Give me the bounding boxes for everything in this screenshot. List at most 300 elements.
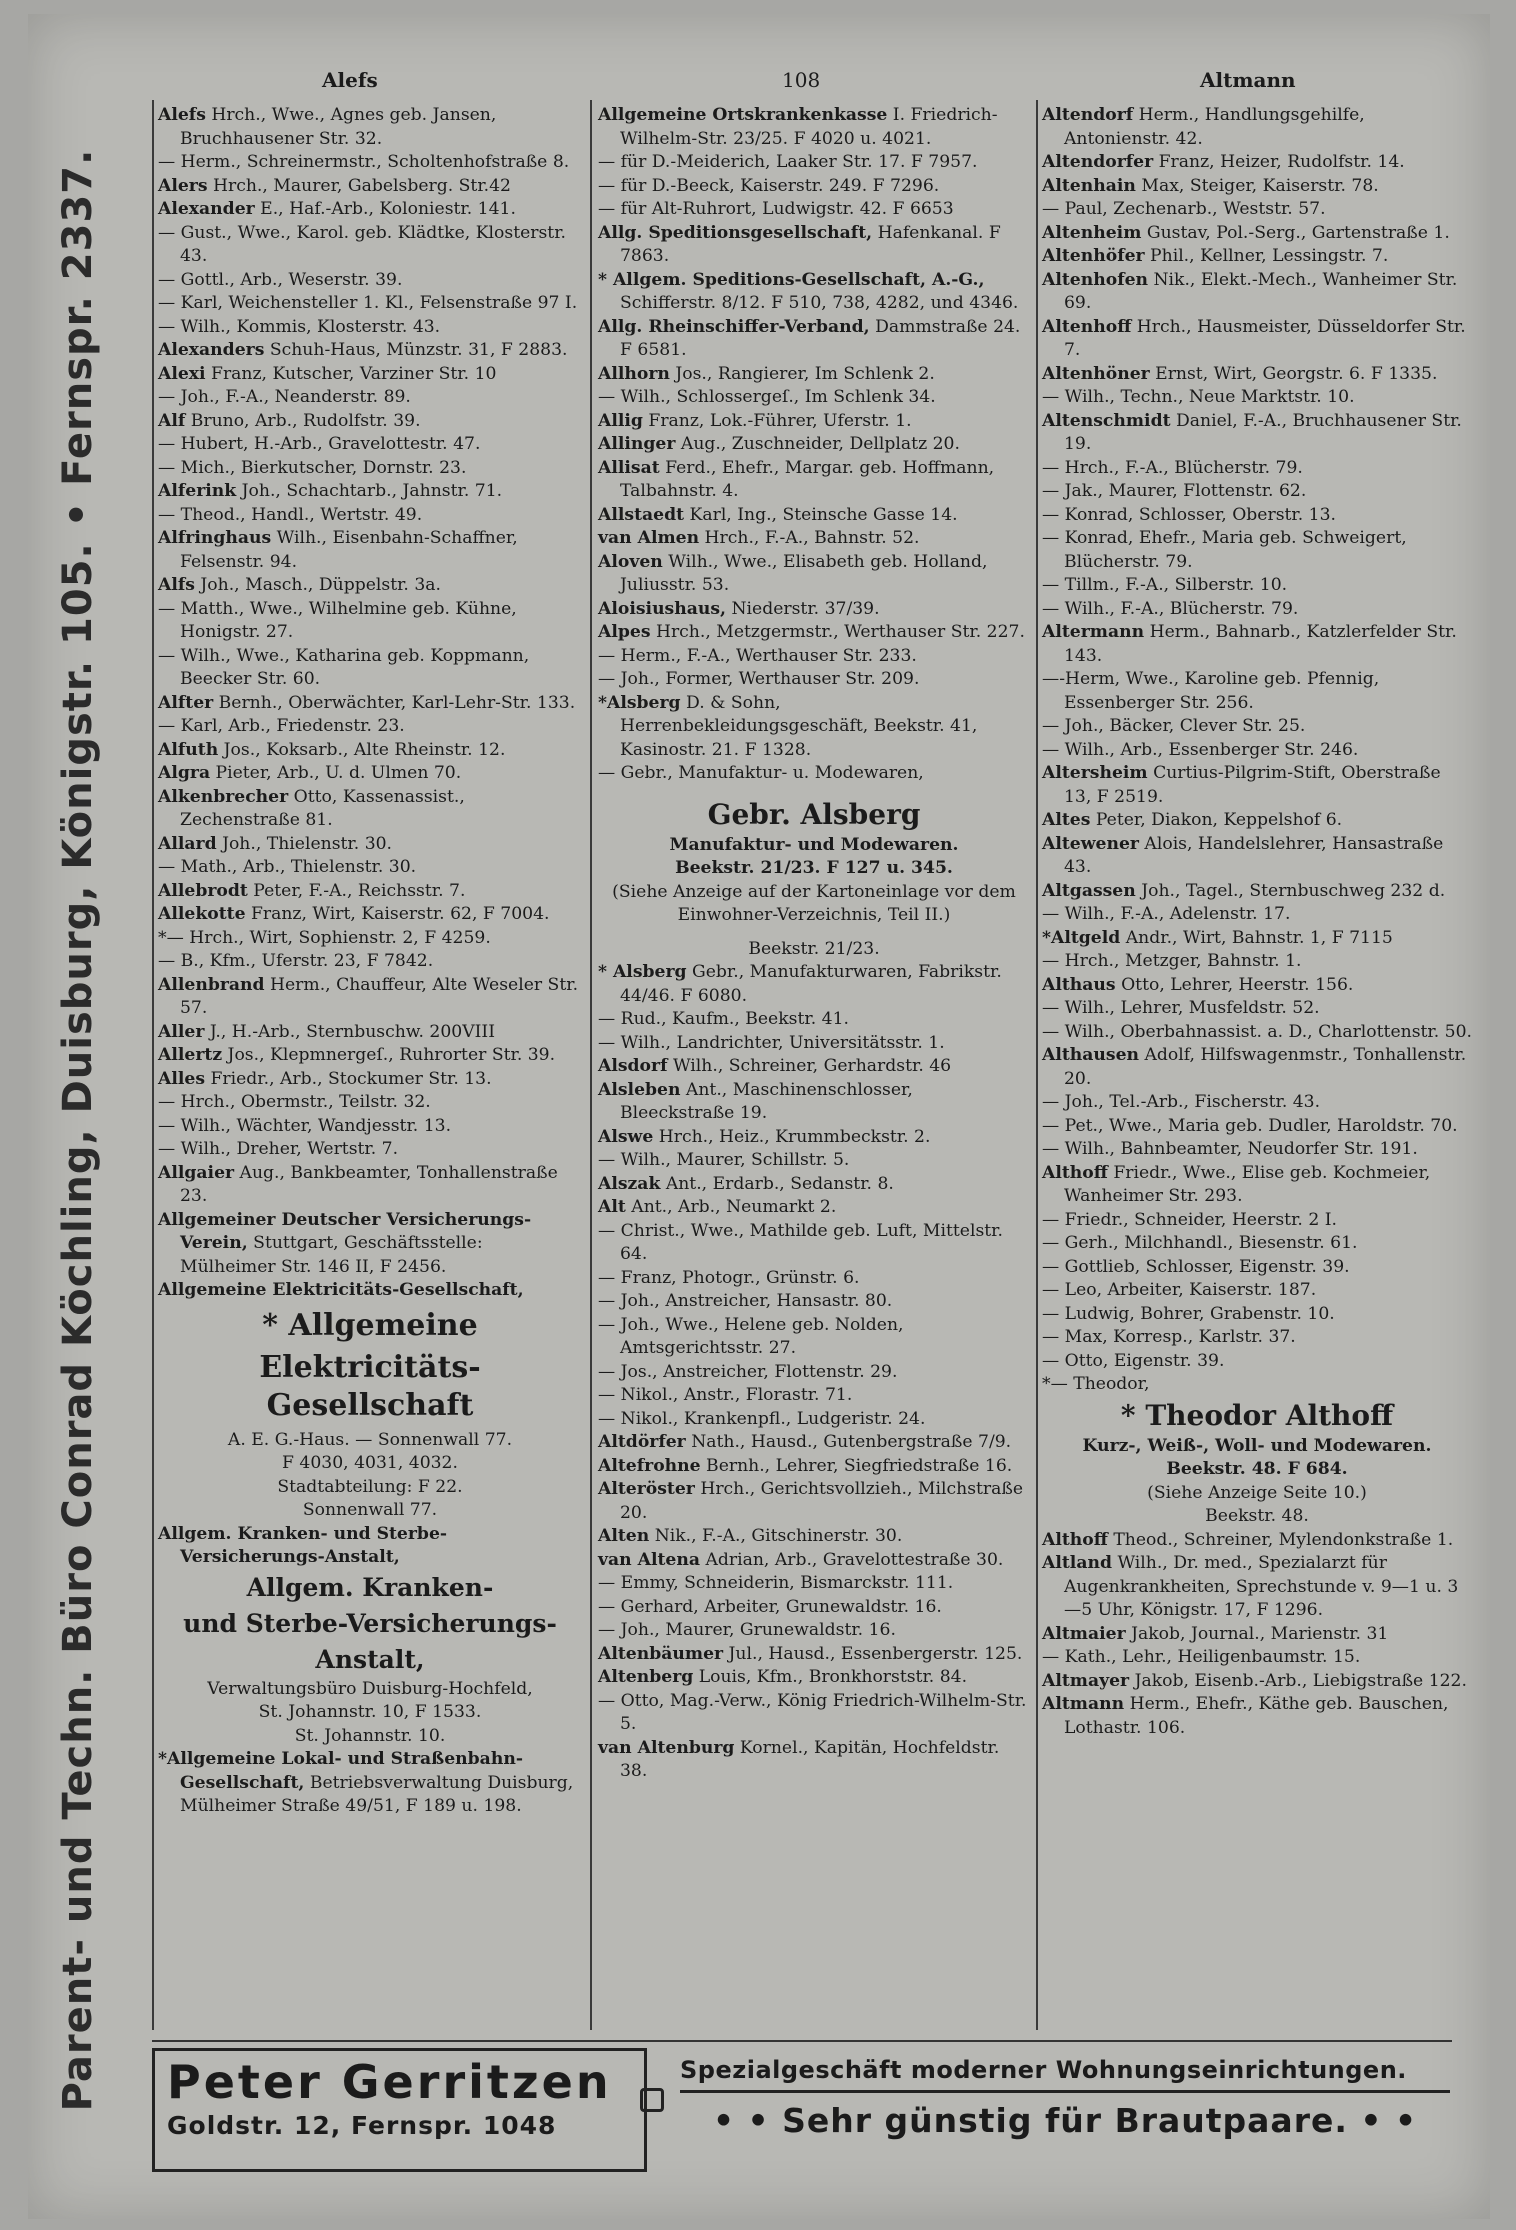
entry-name: Altmayer xyxy=(1042,1670,1130,1691)
directory-entry xyxy=(598,1643,1030,1667)
directory-entry xyxy=(598,316,1030,363)
entry-name: Allgemeiner Deutscher Versicherungs-Verein, xyxy=(158,1209,532,1253)
entry-details: — Gebr., Manufaktur- u. Modewaren, xyxy=(598,763,924,783)
entry-details: Kornel., Kapitän, Hochfeldstr. 38. xyxy=(620,1737,1000,1781)
directory-entry xyxy=(1042,480,1472,504)
directory-entry xyxy=(598,386,1030,410)
entry-details: Niederstr. 37/39. xyxy=(726,598,880,619)
directory-entry xyxy=(158,715,582,739)
entry-details: Otto, Kassenassist., Zechenstraße 81. xyxy=(180,786,465,830)
entry-name: Alsdorf xyxy=(598,1056,668,1076)
directory-entry xyxy=(158,457,582,481)
directory-entry xyxy=(158,903,582,927)
directory-entry xyxy=(598,598,1030,622)
directory-entry xyxy=(158,198,582,222)
entry-details: Herm., Handlungsgehilfe, Antonienstr. 42. xyxy=(1064,105,1365,149)
entry-name: Aloven xyxy=(598,551,663,572)
directory-entry xyxy=(598,198,1030,222)
directory-entry xyxy=(1042,974,1472,998)
directory-entry xyxy=(1042,527,1472,574)
entry-details: Ant., Maschinenschlosser, Bleeckstraße 19. xyxy=(620,1079,913,1123)
entry-name: Altenheim xyxy=(1042,222,1142,243)
directory-entry xyxy=(1042,410,1472,457)
directory-entry xyxy=(158,269,582,293)
entry-details: Phil., Kellner, Lessingstr. 7. xyxy=(1144,246,1389,266)
entry-details: — Otto, Mag.-Verw., König Friedrich-Wilhelm-Str. 5. xyxy=(598,1690,1027,1734)
directory-entry xyxy=(598,457,1030,504)
entry-details: — Gerhard, Arbeiter, Grunewaldstr. 16. xyxy=(598,1596,942,1617)
entry-name: Alt xyxy=(598,1197,626,1217)
advertisement-text: St. Johannstr. 10, F 1533. xyxy=(258,1702,482,1722)
directory-entry xyxy=(1042,1256,1472,1280)
advertisement-text: Beekstr. 21/23. xyxy=(748,938,880,959)
entry-details: — für D.-Meiderich, Laaker Str. 17. F 7957. xyxy=(598,152,978,172)
entry-details: — Tillm., F.-A., Silberstr. 10. xyxy=(1042,575,1288,595)
entry-details: — Paul, Zechenarb., Weststr. 57. xyxy=(1042,199,1326,219)
entry-details: Dammstraße 24. F 6581. xyxy=(620,316,1021,360)
directory-entry xyxy=(1042,1529,1472,1553)
entry-details: Stuttgart, Geschäftsstelle: Mülheimer Str. 146 II, F 2456. xyxy=(180,1233,483,1277)
directory-entry xyxy=(1042,1552,1472,1623)
entry-name: Alsleben xyxy=(598,1079,681,1100)
directory-entry xyxy=(1042,809,1472,833)
entry-details: Nath., Hausd., Gutenbergstraße 7/9. xyxy=(685,1432,1012,1452)
footer-slogan xyxy=(680,2050,1450,2149)
directory-entry xyxy=(158,222,582,269)
directory-entry xyxy=(1042,739,1472,763)
entry-details: Bruno, Arb., Rudolfstr. 39. xyxy=(185,410,421,431)
advertisement-heading: und Sterbe-Versicherungs- xyxy=(183,1608,557,1638)
directory-entry xyxy=(598,151,1030,175)
directory-entry xyxy=(1042,1326,1472,1350)
entry-name: Aller xyxy=(158,1021,205,1042)
directory-entry xyxy=(1042,997,1472,1021)
directory-entry xyxy=(1042,1044,1472,1091)
directory-entry xyxy=(1042,1646,1472,1670)
entry-details: — Wilh., Schlossergeſ., Im Schlenk 34. xyxy=(598,387,936,407)
entry-details: — Jak., Maurer, Flottenstr. 62. xyxy=(1042,481,1307,501)
entry-details: — Konrad, Schlosser, Oberstr. 13. xyxy=(1042,504,1337,525)
directory-entry xyxy=(158,175,582,199)
entry-details: — Wilh., Bahnbeamter, Neudorfer Str. 191. xyxy=(1042,1139,1418,1159)
entry-name: Allgemeine Ortskrankenkasse xyxy=(598,105,888,125)
entry-details: — Joh., Bäcker, Clever Str. 25. xyxy=(1042,716,1306,736)
entry-details: *— Hrch., Wirt, Sophienstr. 2, F 4259. xyxy=(158,927,491,948)
directory-entry xyxy=(598,645,1030,669)
directory-entry xyxy=(598,1290,1030,1314)
entry-details: — Gottlieb, Schlosser, Eigenstr. 39. xyxy=(1042,1256,1350,1277)
directory-entry xyxy=(1042,104,1472,151)
entry-name: Aloisiushaus, xyxy=(598,598,727,619)
entry-name: Allgemeine Elektricitäts-Gesellschaft, xyxy=(158,1280,524,1300)
entry-name: Allinger xyxy=(598,434,676,454)
directory-entry xyxy=(598,175,1030,199)
entry-name: Alfringhaus xyxy=(158,528,272,548)
directory-entry xyxy=(158,856,582,880)
directory-entry xyxy=(598,1079,1030,1126)
entry-details: — Theod., Handl., Wertstr. 49. xyxy=(158,504,423,525)
advertisement-text: Beekstr. 48. F 684. xyxy=(1166,1459,1348,1479)
directory-entry xyxy=(158,363,582,387)
directory-entry xyxy=(1042,1021,1472,1045)
directory-entry xyxy=(598,527,1030,551)
entry-details: Franz, Wirt, Kaiserstr. 62, F 7004. xyxy=(245,904,550,924)
entry-details: Herm., Ehefr., Käthe geb. Bauschen, Lothastr. 106. xyxy=(1064,1694,1449,1738)
entry-details: Theod., Schreiner, Mylendonkstraße 1. xyxy=(1107,1529,1454,1550)
entry-name: Altenhöfer xyxy=(1042,246,1145,266)
entry-name: * Allgem. Speditions-Gesellschaft, A.-G., xyxy=(598,269,985,290)
entry-details: Hrch., Wwe., Agnes geb. Jansen, Bruchhausener Str. 32. xyxy=(180,105,497,149)
slogan-line-2: • • Sehr günstig für Brautpaare. • • xyxy=(712,2101,1418,2140)
directory-entry xyxy=(158,786,582,833)
entry-name: Allstaedt xyxy=(598,504,685,525)
directory-entry xyxy=(158,574,582,598)
entry-details: E., Haf.-Arb., Koloniestr. 141. xyxy=(254,199,516,219)
directory-entry xyxy=(598,433,1030,457)
directory-entry xyxy=(1042,1670,1472,1694)
directory-entry xyxy=(1042,198,1472,222)
advertisement-heading: Elektricitäts-Gesellschaft xyxy=(259,1349,481,1423)
entry-details: Bernh., Oberwächter, Karl-Lehr-Str. 133. xyxy=(213,692,576,713)
directory-entry xyxy=(158,1162,582,1209)
entry-details: — Christ., Wwe., Mathilde geb. Luft, Mittelstr. 64. xyxy=(598,1220,1003,1264)
entry-name: Algra xyxy=(158,763,211,783)
entry-name: Altewener xyxy=(1042,833,1139,854)
entry-details: Curtius-Pilgrim-Stift, Oberstraße 13, F 2519. xyxy=(1064,763,1441,807)
advertisement-text: A. E. G.-Haus. — Sonnenwall 77. xyxy=(227,1429,513,1450)
entry-name: *Altgeld xyxy=(1042,927,1121,948)
entry-name: *Allgemeine Lokal- und Straßenbahn-Gesellschaft, xyxy=(158,1749,523,1793)
directory-entry xyxy=(598,1384,1030,1408)
entry-details: Friedr., Arb., Stockumer Str. 13. xyxy=(205,1068,492,1089)
entry-details: Andr., Wirt, Bahnstr. 1, F 7115 xyxy=(1120,927,1393,948)
entry-details: Betriebsverwaltung Duisburg, Mülheimer Straße 49/51, F 189 u. 198. xyxy=(180,1772,574,1816)
entry-details: — Wilh., Lehrer, Musfeldstr. 52. xyxy=(1042,998,1320,1018)
entry-details: — Nikol., Anstr., Florastr. 71. xyxy=(598,1385,853,1405)
directory-entry xyxy=(598,692,1030,763)
column-divider xyxy=(1036,100,1038,2030)
entry-details: — Hubert, H.-Arb., Gravelottestr. 47. xyxy=(158,434,481,454)
directory-entry xyxy=(1042,1693,1472,1740)
entry-details: Joh., Masch., Düppelstr. 3a. xyxy=(194,575,441,595)
entry-name: * Alsberg xyxy=(598,962,687,982)
entry-details: Daniel, F.-A., Bruchhausener Str. 19. xyxy=(1064,410,1462,454)
directory-entry xyxy=(598,504,1030,528)
entry-details: — Joh., Wwe., Helene geb. Nolden, Amtsgerichtsstr. 27. xyxy=(598,1314,904,1358)
entry-details: Jos., Koksarb., Alte Rheinstr. 12. xyxy=(218,739,506,760)
entry-details: Jos., Klepmnergeſ., Ruhrorter Str. 39. xyxy=(222,1045,556,1065)
entry-details: — Karl, Weichensteller 1. Kl., Felsenstraße 97 I. xyxy=(158,293,578,313)
directory-entry xyxy=(1042,222,1472,246)
entry-name: Altersheim xyxy=(1042,763,1148,783)
entry-name: Altefrohne xyxy=(598,1455,701,1476)
directory-entry xyxy=(1042,316,1472,363)
entry-name: *Alsberg xyxy=(598,692,681,713)
entry-name: Altenhöner xyxy=(1042,363,1150,384)
advertisement-text: Beekstr. 21/23. F 127 u. 345. xyxy=(675,858,953,878)
entry-details: —-Herm, Wwe., Karoline geb. Pfennig, Essenberger Str. 256. xyxy=(1042,669,1380,713)
entry-details: — Joh., Former, Werthauser Str. 209. xyxy=(598,669,920,689)
entry-details: Wilh., Dr. med., Spezialarzt für Augenkrankheiten, Sprechstunde v. 9—1 u. 3—5 Uhr, Königstr. 17, F 1296. xyxy=(1064,1553,1459,1620)
directory-entry xyxy=(1042,363,1472,387)
directory-entry xyxy=(598,551,1030,598)
directory-entry xyxy=(1042,668,1472,715)
entry-details: — Hrch., F.-A., Blücherstr. 79. xyxy=(1042,457,1303,478)
entry-name: Altland xyxy=(1042,1553,1112,1573)
directory-entry xyxy=(598,1126,1030,1150)
directory-entry xyxy=(158,598,582,645)
entry-details: D. & Sohn, Herrenbekleidungsgeschäft, Beekstr. 41, Kasinostr. 21. F 1328. xyxy=(620,692,978,760)
directory-entry xyxy=(158,316,582,340)
entry-name: Altenhofen xyxy=(1042,269,1149,290)
entry-details: Adolf, Hilfswagenmstr., Tonhallenstr. 20. xyxy=(1064,1045,1467,1089)
directory-entry xyxy=(158,151,582,175)
entry-details: — Wilh., Arb., Essenberger Str. 246. xyxy=(1042,739,1359,760)
directory-entry xyxy=(1042,245,1472,269)
directory-entry xyxy=(598,363,1030,387)
entry-details: — Hrch., Metzger, Bahnstr. 1. xyxy=(1042,951,1302,971)
directory-entry xyxy=(158,1279,582,1303)
directory-entry xyxy=(1042,598,1472,622)
sidebar-advertisement: Parent- und Techn. Büro Conrad Köchling, Duisburg, Königstr. 105. • Fernspr. 2337. xyxy=(55,148,101,2112)
entry-details: — Wilh., Dreher, Wertstr. 7. xyxy=(158,1139,399,1159)
entry-name: Alswe xyxy=(598,1126,654,1147)
entry-details: Wilh., Eisenbahn-Schaffner, Felsenstr. 94. xyxy=(180,528,518,572)
entry-details: Jos., Rangierer, Im Schlenk 2. xyxy=(669,363,935,384)
entry-details: Wilh., Schreiner, Gerhardstr. 46 xyxy=(667,1056,952,1076)
directory-entry xyxy=(1042,950,1472,974)
directory-entry xyxy=(158,1138,582,1162)
directory-entry xyxy=(598,1032,1030,1056)
entry-details: Hafenkanal. F 7863. xyxy=(620,222,1001,266)
directory-entry xyxy=(158,292,582,316)
entry-details: Aug., Bankbeamter, Tonhallenstraße 23. xyxy=(180,1162,558,1206)
entry-details: Franz, Heizer, Rudolfstr. 14. xyxy=(1153,152,1405,172)
entry-name: Allisat xyxy=(598,457,660,478)
entry-name: Alfter xyxy=(158,692,214,713)
entry-details: Herm., Chauffeur, Alte Weseler Str. 57. xyxy=(180,974,579,1018)
directory-entry xyxy=(598,1737,1030,1784)
entry-details: Gebr., Manufakturwaren, Fabrikstr. 44/46. F 6080. xyxy=(620,962,1002,1006)
column-1 xyxy=(158,104,582,1819)
entry-name: Alers xyxy=(158,175,208,196)
entry-details: — Ludwig, Bohrer, Grabenstr. 10. xyxy=(1042,1303,1335,1324)
directory-entry xyxy=(1042,504,1472,528)
directory-entry xyxy=(158,880,582,904)
column-3 xyxy=(1042,104,1472,1740)
advertisement-heading: Anstalt, xyxy=(315,1644,425,1674)
entry-details: Joh., Schachtarb., Jahnstr. 71. xyxy=(236,481,503,501)
entry-name: Allertz xyxy=(158,1045,223,1065)
entry-details: — Joh., Tel.-Arb., Fischerstr. 43. xyxy=(1042,1092,1321,1112)
directory-entry xyxy=(598,1149,1030,1173)
advertiser-name: Peter Gerritzen xyxy=(167,2055,612,2109)
entry-details: I. Friedrich-Wilhelm-Str. 23/25. F 4020 u. 4021. xyxy=(620,105,998,149)
entry-name: Altgassen xyxy=(1042,880,1136,901)
directory-entry xyxy=(598,1666,1030,1690)
directory-entry xyxy=(598,269,1030,316)
entry-name: Altenhain xyxy=(1042,175,1136,196)
entry-name: Altenberg xyxy=(598,1667,694,1687)
directory-entry xyxy=(1042,1115,1472,1139)
advertisement-text: Kurz-, Weiß-, Woll- und Modewaren. xyxy=(1082,1435,1432,1456)
directory-entry xyxy=(598,1267,1030,1291)
entry-details: Joh., Tagel., Sternbuschweg 232 d. xyxy=(1135,880,1446,901)
directory-entry xyxy=(598,1549,1030,1573)
entry-details: — Leo, Arbeiter, Kaiserstr. 187. xyxy=(1042,1280,1317,1300)
entry-details: Louis, Kfm., Bronkhorststr. 84. xyxy=(693,1667,968,1687)
entry-name: van Altena xyxy=(598,1549,700,1570)
entry-details: — für Alt-Ruhrort, Ludwigstr. 42. F 6653 xyxy=(598,199,954,219)
entry-details: — Rud., Kaufm., Beekstr. 41. xyxy=(598,1009,849,1029)
directory-entry xyxy=(158,974,582,1021)
directory-entry xyxy=(158,1044,582,1068)
entry-details: Ant., Erdarb., Sedanstr. 8. xyxy=(660,1173,894,1194)
entry-details: — Wilh., F.-A., Adelenstr. 17. xyxy=(1042,904,1291,924)
directory-entry xyxy=(1042,1232,1472,1256)
sidebar-divider xyxy=(152,100,154,2030)
entry-details: Ferd., Ehefr., Margar. geb. Hoffmann, Talbahnstr. 4. xyxy=(620,457,995,501)
advertisement-heading: Gebr. Alsberg xyxy=(707,797,921,831)
directory-entry xyxy=(598,1431,1030,1455)
spacer xyxy=(598,928,1030,938)
directory-entry xyxy=(158,410,582,434)
entry-details: Joh., Thielenstr. 30. xyxy=(216,833,393,854)
entry-name: Alefs xyxy=(158,105,206,125)
directory-entry xyxy=(598,1619,1030,1643)
directory-entry xyxy=(598,1572,1030,1596)
entry-details: — Wilh., Wwe., Katharina geb. Koppmann, Beecker Str. 60. xyxy=(158,645,530,689)
entry-details: — für D.-Beeck, Kaiserstr. 249. F 7296. xyxy=(598,175,940,196)
entry-details: Schuh-Haus, Münzstr. 31, F 2883. xyxy=(264,340,568,360)
advertisement-text: Sonnenwall 77. xyxy=(302,1500,438,1520)
entry-details: Adrian, Arb., Gravelottestraße 30. xyxy=(699,1549,1004,1570)
directory-entry xyxy=(598,1173,1030,1197)
entry-details: Hrch., Metzgermstr., Werthauser Str. 227. xyxy=(650,622,1025,642)
directory-entry xyxy=(158,1115,582,1139)
advertisement-text: Beekstr. 48. xyxy=(1205,1506,1309,1526)
directory-entry xyxy=(598,1196,1030,1220)
column-2 xyxy=(598,104,1030,1784)
directory-entry xyxy=(1042,762,1472,809)
shop-logo-icon xyxy=(640,2088,664,2112)
entry-details: J., H.-Arb., Sternbuschw. 200VIII xyxy=(204,1021,495,1042)
entry-name: Allhorn xyxy=(598,363,670,384)
entry-details: Hrch., Gerichtsvollzieh., Milchstraße 20. xyxy=(620,1479,1024,1523)
entry-name: Alkenbrecher xyxy=(158,786,289,807)
directory-entry xyxy=(1042,903,1472,927)
entry-name: Alexanders xyxy=(158,340,265,360)
entry-details: Pieter, Arb., U. d. Ulmen 70. xyxy=(210,763,462,783)
directory-entry xyxy=(158,833,582,857)
slogan-line-1: Spezialgeschäft moderner Wohnungseinrichtungen. xyxy=(680,2050,1450,2093)
entry-details: Karl, Ing., Steinsche Gasse 14. xyxy=(684,504,958,525)
entry-name: Altes xyxy=(1042,810,1091,830)
entry-details: Peter, Diakon, Keppelshof 6. xyxy=(1090,810,1343,830)
entry-details: — Wilh., F.-A., Blücherstr. 79. xyxy=(1042,598,1299,619)
entry-details: — Konrad, Ehefr., Maria geb. Schweigert, Blücherstr. 79. xyxy=(1042,528,1407,572)
directory-entry xyxy=(158,104,582,151)
entry-name: Althausen xyxy=(1042,1045,1140,1065)
directory-entry xyxy=(158,1748,582,1819)
directory-entry xyxy=(1042,151,1472,175)
entry-details: Gustav, Pol.-Serg., Gartenstraße 1. xyxy=(1141,222,1450,243)
entry-details: — Gottl., Arb., Weserstr. 39. xyxy=(158,269,403,290)
entry-details: — Wilh., Maurer, Schillstr. 5. xyxy=(598,1150,850,1170)
entry-details: — Karl, Arb., Friedenstr. 23. xyxy=(158,716,405,736)
entry-details: — Max, Korresp., Karlstr. 37. xyxy=(1042,1327,1296,1347)
entry-details: — Joh., Maurer, Grunewaldstr. 16. xyxy=(598,1620,896,1640)
entry-name: Allard xyxy=(158,833,217,854)
entry-name: Allig xyxy=(598,410,643,431)
directory-entry xyxy=(598,1314,1030,1361)
directory-entry xyxy=(1042,1350,1472,1374)
directory-entry xyxy=(158,762,582,786)
directory-entry xyxy=(1042,880,1472,904)
directory-entry xyxy=(1042,1209,1472,1233)
entry-name: Allgem. Kranken- und Sterbe-Versicherungs-Anstalt, xyxy=(158,1523,448,1567)
directory-entry xyxy=(158,480,582,504)
entry-details: — Wilh., Oberbahnassist. a. D., Charlottenstr. 50. xyxy=(1042,1021,1473,1042)
entry-details: Friedr., Wwe., Elise geb. Kochmeier, Wanheimer Str. 293. xyxy=(1064,1162,1431,1206)
directory-entry xyxy=(158,339,582,363)
entry-details: Hrch., F.-A., Bahnstr. 52. xyxy=(699,528,920,548)
page-number: 108 xyxy=(782,68,821,92)
advertisement-text: F 4030, 4031, 4032. xyxy=(282,1453,458,1473)
directory-entry xyxy=(1042,1623,1472,1647)
directory-entry xyxy=(1042,1091,1472,1115)
advertisement-text: (Siehe Anzeige Seite 10.) xyxy=(1147,1482,1367,1503)
entry-details: — Hrch., Obermstr., Teilstr. 32. xyxy=(158,1092,431,1112)
header-left: Alefs xyxy=(322,68,378,92)
directory-entry xyxy=(598,410,1030,434)
entry-details: — Jos., Anstreicher, Flottenstr. 29. xyxy=(598,1361,898,1382)
entry-name: Allenbrand xyxy=(158,974,265,995)
entry-details: — Gerh., Milchhandl., Biesenstr. 61. xyxy=(1042,1233,1358,1253)
entry-name: Alf xyxy=(158,410,186,431)
entry-details: — Herm., F.-A., Werthauser Str. 233. xyxy=(598,645,917,666)
directory-entry xyxy=(1042,1162,1472,1209)
directory-entry xyxy=(598,222,1030,269)
directory-entry xyxy=(1042,715,1472,739)
directory-entry xyxy=(158,433,582,457)
directory-entry xyxy=(1042,833,1472,880)
directory-entry xyxy=(158,504,582,528)
entry-name: Althaus xyxy=(1042,974,1116,995)
entry-name: Allekotte xyxy=(158,904,246,924)
entry-details: *— Theodor, xyxy=(1042,1374,1150,1394)
directory-entry xyxy=(598,961,1030,1008)
entry-details: Nik., F.-A., Gitschinerstr. 30. xyxy=(649,1526,903,1546)
directory-entry xyxy=(158,927,582,951)
directory-entry xyxy=(598,1361,1030,1385)
entry-details: Jul., Hausd., Essenbergerstr. 125. xyxy=(723,1643,1023,1664)
entry-details: — B., Kfm., Uferstr. 23, F 7842. xyxy=(158,951,434,971)
entry-name: van Almen xyxy=(598,528,700,548)
entry-name: Alferink xyxy=(158,481,237,501)
entry-details: Peter, F.-A., Reichsstr. 7. xyxy=(247,880,466,901)
entry-name: Altdörfer xyxy=(598,1432,686,1452)
directory-entry xyxy=(1042,927,1472,951)
entry-details: — Matth., Wwe., Wilhelmine geb. Kühne, Honigstr. 27. xyxy=(158,598,517,642)
footer-divider xyxy=(152,2040,1452,2042)
entry-name: Alexander xyxy=(158,199,255,219)
entry-name: Alfs xyxy=(158,575,195,595)
entry-details: Alois, Handelslehrer, Hansastraße 43. xyxy=(1064,833,1444,877)
entry-name: Alfuth xyxy=(158,739,219,760)
directory-entry xyxy=(158,1091,582,1115)
entry-details: — Wilh., Kommis, Klosterstr. 43. xyxy=(158,316,441,337)
